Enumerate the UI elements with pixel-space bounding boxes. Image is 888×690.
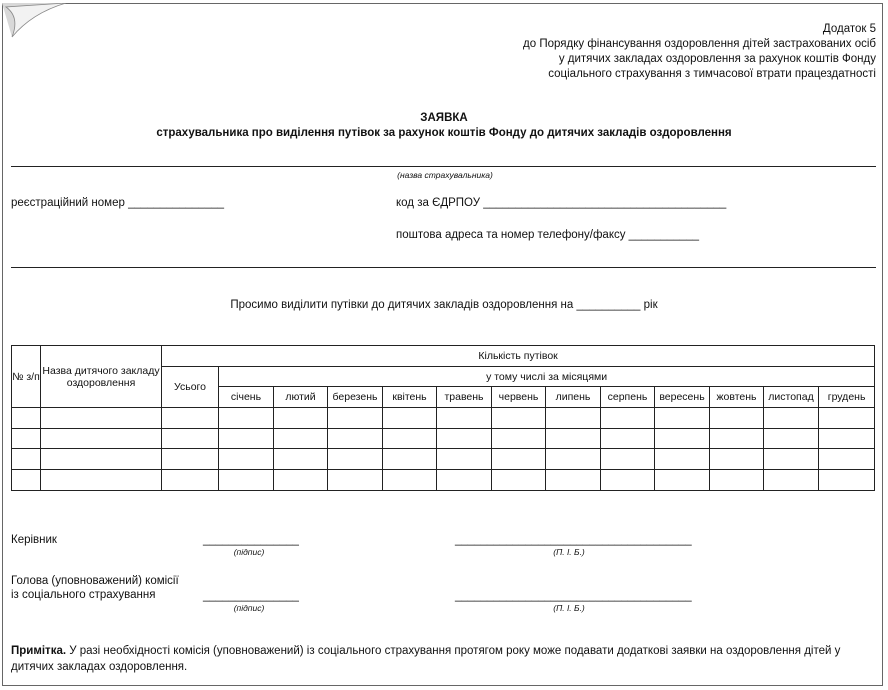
table-cell[interactable] [764,429,819,449]
edrpou-field[interactable]: код за ЄДРПОУ ______________________________________ [396,197,727,209]
table-cell[interactable] [710,449,764,470]
table-cell[interactable] [219,429,274,449]
table-cell[interactable] [41,449,162,470]
commission-signature-line[interactable]: _______________ [203,590,299,602]
month-header: червень [492,387,546,408]
month-header: серпень [601,387,655,408]
commission-label-line: із соціального страхування [11,589,156,601]
vouchers-table [11,345,875,491]
col-number-header: № з/п [12,346,41,408]
commission-name-caption: (П. І. Б.) [553,603,585,613]
head-signature-line[interactable]: _______________ [203,534,299,546]
table-cell[interactable] [710,408,764,429]
col-months-header: у тому числі за місяцями [219,367,875,387]
table-cell[interactable] [819,408,875,429]
table-cell[interactable] [41,408,162,429]
month-header: листопад [764,387,819,408]
table-cell[interactable] [819,470,875,491]
table-cell[interactable] [546,408,601,429]
footnote-label: Примітка. [11,645,67,657]
month-header: січень [219,387,274,408]
table-cell[interactable] [162,449,219,470]
head-name-caption: (П. І. Б.) [553,547,585,557]
month-header: березень [328,387,383,408]
commission-label [11,574,179,602]
table-row [12,470,875,491]
table-cell[interactable] [764,470,819,491]
table-cell[interactable] [437,470,492,491]
table-row [12,449,875,470]
registration-number-field[interactable]: реєстраційний номер _______________ [11,197,225,209]
table-cell[interactable] [492,429,546,449]
footnote [11,643,877,675]
month-header: грудень [819,387,875,408]
table-cell[interactable] [219,470,274,491]
appendix-line: до Порядку фінансування оздоровлення дітей застрахованих осіб [523,38,876,50]
table-cell[interactable] [274,449,328,470]
table-cell[interactable] [601,429,655,449]
table-cell[interactable] [383,470,437,491]
month-header: липень [546,387,601,408]
table-cell[interactable] [492,408,546,429]
table-cell[interactable] [655,429,710,449]
table-cell[interactable] [383,449,437,470]
form-subtitle: страхувальника про виділення путівок за рахунок коштів Фонду до дитячих закладів оздоровлення [156,127,732,139]
table-cell[interactable] [764,449,819,470]
table-cell[interactable] [162,429,219,449]
footnote-text: У разі необхідності комісія (уповноважений) із соціального страхування протягом року може подавати додаткові заявки на оздоровлення дітей у дитячих закладах оздоровлення. [11,645,841,673]
appendix-note [523,22,876,82]
table-cell[interactable] [328,470,383,491]
table-cell[interactable] [819,429,875,449]
table-cell[interactable] [162,408,219,429]
table-cell[interactable] [41,429,162,449]
month-header: вересень [655,387,710,408]
col-total-header: Усього [162,367,219,408]
table-cell[interactable] [383,408,437,429]
page-curl-icon [2,3,72,39]
appendix-line: у дитячих закладах оздоровлення за рахунок коштів Фонду [558,53,876,65]
table-cell[interactable] [219,408,274,429]
table-cell[interactable] [764,408,819,429]
request-text: Просимо виділити путівки до дитячих закладів оздоровлення на __________ рік [230,299,658,311]
address-phone-field[interactable]: поштова адреса та номер телефону/факсу ___________ [396,229,700,241]
head-signature-caption: (підпис) [233,547,265,557]
table-cell[interactable] [274,429,328,449]
table-cell[interactable] [162,470,219,491]
head-label: Керівник [11,534,57,546]
month-header: лютий [274,387,328,408]
table-cell[interactable] [601,408,655,429]
table-row [12,429,875,449]
table-cell[interactable] [710,429,764,449]
table-cell[interactable] [12,470,41,491]
table-cell[interactable] [819,449,875,470]
commission-signature-caption: (підпис) [233,603,265,613]
separator-line [11,267,876,268]
table-cell[interactable] [492,470,546,491]
table-cell[interactable] [655,449,710,470]
commission-label-line: Голова (уповноважений) комісії [11,575,179,587]
table-cell[interactable] [328,449,383,470]
table-row [12,408,875,429]
month-header: квітень [383,387,437,408]
table-cell[interactable] [655,408,710,429]
table-cell[interactable] [710,470,764,491]
table-cell[interactable] [328,429,383,449]
table-cell[interactable] [12,429,41,449]
form-title: ЗАЯВКА [420,112,468,124]
table-cell[interactable] [655,470,710,491]
insurer-name-caption: (назва страхувальника) [397,170,493,180]
table-cell[interactable] [383,429,437,449]
table-cell[interactable] [437,408,492,429]
table-cell[interactable] [437,449,492,470]
insurer-name-line[interactable] [11,166,876,167]
table-cell[interactable] [601,449,655,470]
table-cell[interactable] [12,408,41,429]
table-cell[interactable] [274,408,328,429]
appendix-line: соціального страхування з тимчасової втрати працездатності [548,68,876,80]
month-header: жовтень [710,387,764,408]
table-cell[interactable] [437,429,492,449]
table-cell[interactable] [601,470,655,491]
table-cell[interactable] [546,429,601,449]
table-cell[interactable] [274,470,328,491]
table-cell[interactable] [12,449,41,470]
table-cell[interactable] [546,449,601,470]
commission-name-line[interactable]: _____________________________________ [455,590,692,602]
table-cell[interactable] [546,470,601,491]
table-cell[interactable] [328,408,383,429]
table-cell[interactable] [492,449,546,470]
appendix-line: Додаток 5 [822,23,876,35]
col-facility-header: Назва дитячого закладу оздоровлення [41,346,162,408]
table-cell[interactable] [219,449,274,470]
month-header: травень [437,387,492,408]
head-name-line[interactable]: _____________________________________ [455,534,692,546]
col-count-header: Кількість путівок [162,346,875,367]
table-cell[interactable] [41,470,162,491]
